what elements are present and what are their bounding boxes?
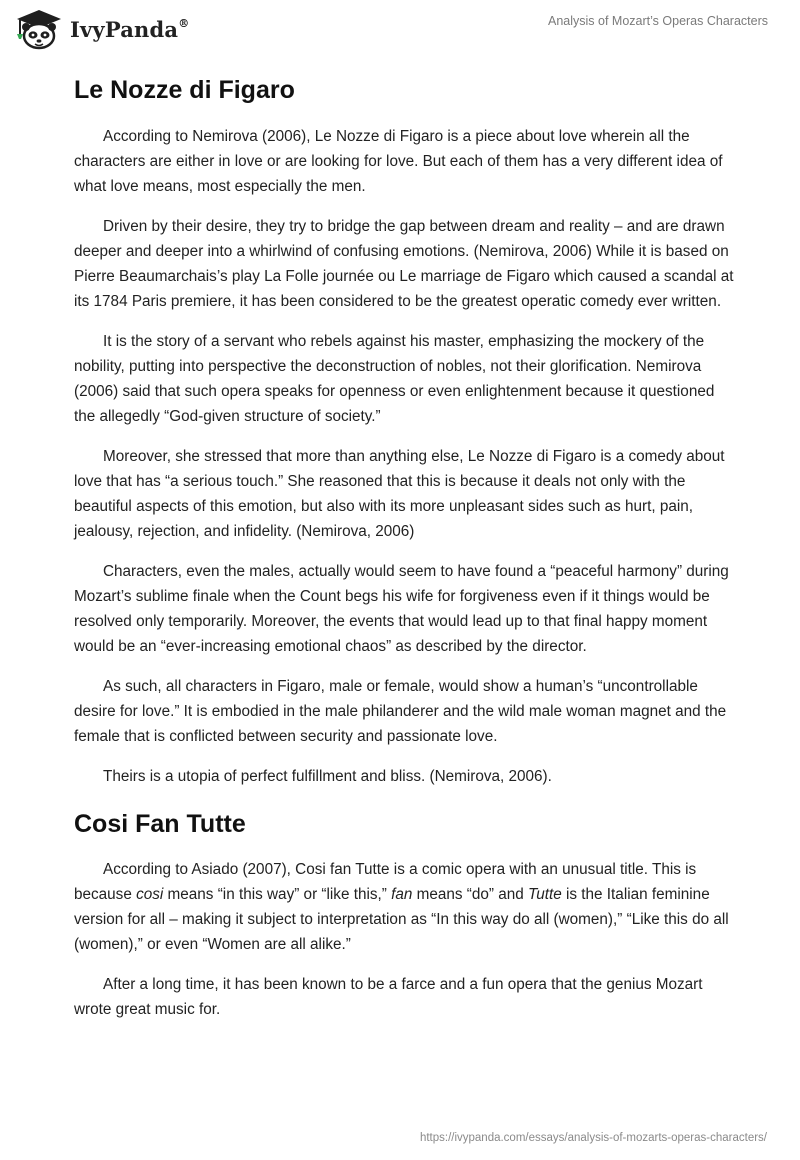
paragraph: As such, all characters in Figaro, male or female, would show a human’s “uncontrollable desire for love.” It is embodied in the male philanderer and the wild male woman magnet and the female that is conflicted between security and passionate love. <box>74 678 727 745</box>
paragraph: It is the story of a servant who rebels against his master, emphasizing the mockery of the nobility, putting into perspective the deconstruction of nobles, not their glorification. Nemirova (2006) said that such opera speaks for openness or even enlightenment because it questioned the allegedly “God-given structure of society.” <box>74 333 715 425</box>
page-header <box>0 0 800 64</box>
brand-name: IvyPanda® <box>70 16 190 42</box>
paragraph: Driven by their desire, they try to bridge the gap between dream and reality – and are drawn deeper and deeper into a whirlwind of confusing emotions. (Nemirova, 2006) While it is based on Pierre Beaumarchais’s play La Folle journée ou Le marriage de Figaro which caused a scandal at its 1784 Paris premiere, it has been considered to be the greatest operatic comedy ever written. <box>74 218 734 310</box>
article-body <box>74 70 734 1022</box>
panda-graduate-icon <box>14 8 64 50</box>
paragraph: According to Asiado (2007), Cosi fan Tutte is a comic opera with an unusual title. This is because cosi means “in this way” or “like this,” fan means “do” and Tutte is the Italian feminine version for all – making it subject to interpretation as “In this way do all (women),” “Like this do all (women),” or even “Women are all alike.” <box>74 861 729 953</box>
brand-logo[interactable] <box>14 8 189 50</box>
paragraph: Moreover, she stressed that more than anything else, Le Nozze di Figaro is a comedy about love that has “a serious touch.” She reasoned that this is because it deals not only with the beautiful aspects of this emotion, but also with its more unpleasant sides such as hurt, pain, jealousy, rejection, and infidelity. (Nemirova, 2006) <box>74 448 725 540</box>
paragraph: Characters, even the males, actually would seem to have found a “peaceful harmony” during Mozart’s sublime finale when the Count begs his wife for forgiveness even if it things would be resolved only temporarily. Moreover, the events that would lead up to that final happy moment would be an “ever-increasing emotional chaos” as described by the director. <box>74 563 729 655</box>
section-heading-figaro: Le Nozze di Figaro <box>74 76 295 104</box>
section-heading-cosi: Cosi Fan Tutte <box>74 810 246 838</box>
document-title: Analysis of Mozart’s Operas Characters <box>548 14 768 28</box>
paragraph: After a long time, it has been known to be a farce and a fun opera that the genius Mozart wrote great music for. <box>74 976 703 1018</box>
paragraph: According to Nemirova (2006), Le Nozze di Figaro is a piece about love wherein all the characters are either in love or are looking for love. But each of them has a very different idea of what love means, most especially the men. <box>74 128 723 195</box>
paragraph: Theirs is a utopia of perfect fulfillment and bliss. (Nemirova, 2006). <box>103 768 552 785</box>
source-url[interactable]: https://ivypanda.com/essays/analysis-of-mozarts-operas-characters/ <box>419 1132 767 1144</box>
